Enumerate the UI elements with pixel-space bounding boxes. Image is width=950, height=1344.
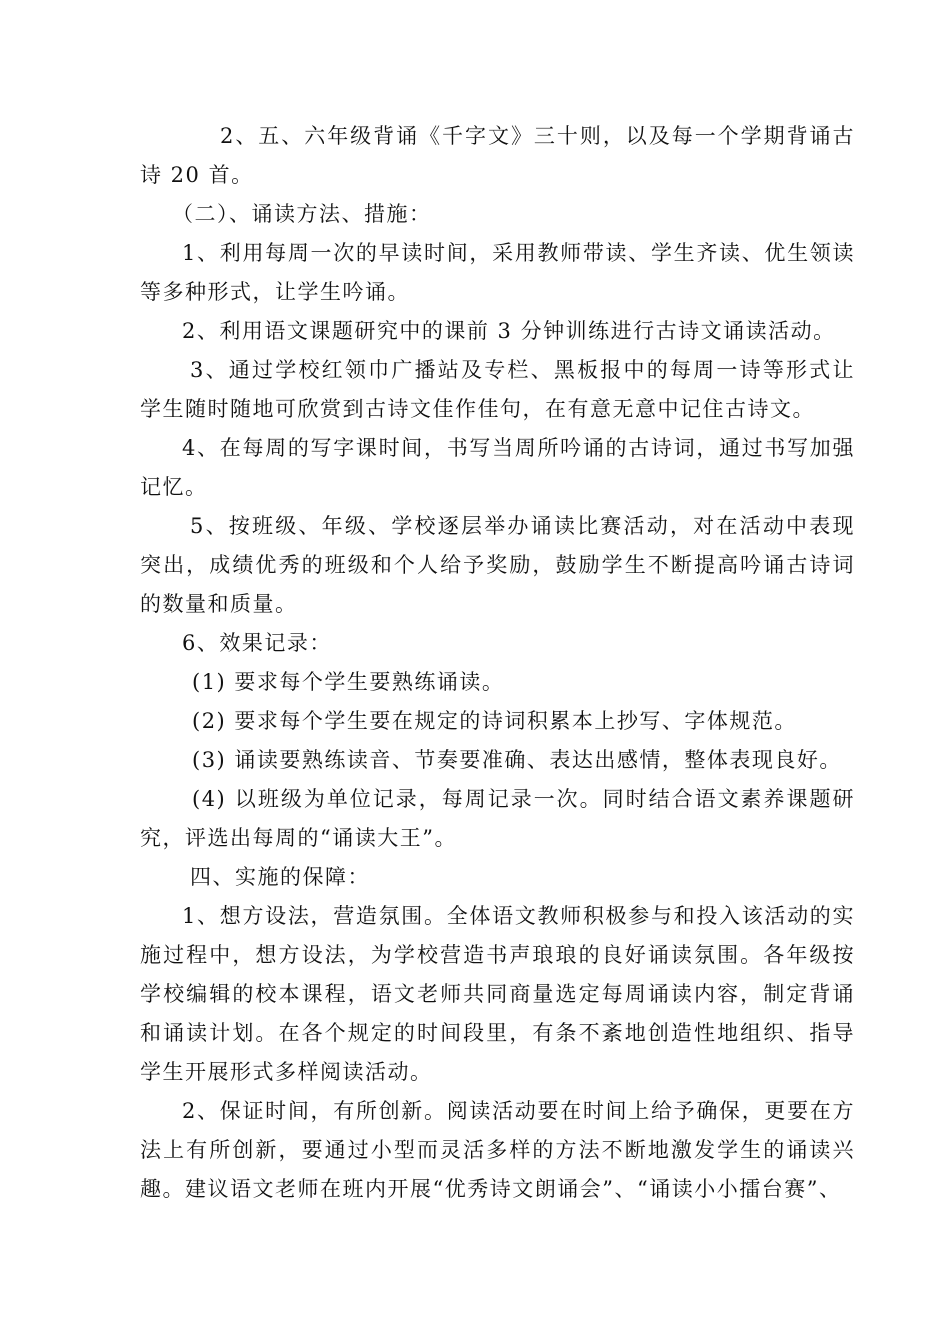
paragraph-method-4: 4、在每周的写字课时间，书写当周所吟诵的古诗词，通过书写加强记忆。 <box>140 436 855 499</box>
list-item-record-4: (4) 以班级为单位记录，每周记录一次。同时结合语文素养课题研究，评选出每周的“诵读大王”。 <box>140 787 855 850</box>
paragraph-method-3: 3、通过学校红领巾广播站及专栏、黑板报中的每周一诗等形式让学生随时随地可欣赏到古诗文佳作佳句，在有意无意中记住古诗文。 <box>140 358 855 421</box>
paragraph-method-1: 1、利用每周一次的早读时间，采用教师带读、学生齐读、优生领读等多种形式，让学生吟诵。 <box>140 241 855 304</box>
list-item-record-1: (1) 要求每个学生要熟练诵读。 <box>192 670 505 694</box>
paragraph-guarantee-1: 1、想方设法，营造氛围。全体语文教师积极参与和投入该活动的实施过程中，想方设法，为学校营造书声琅琅的良好诵读氛围。各年级按学校编辑的校本课程，语文老师共同商量选定每周诵读内容，制定背诵和诵读计划。在各个规定的时间段里，有条不紊地创造性地组织、指导学生开展形式多样阅读活动。 <box>140 904 855 1084</box>
heading-implementation-guarantee: 四、实施的保障： <box>190 865 370 889</box>
paragraph-guarantee-2: 2、保证时间，有所创新。阅读活动要在时间上给予确保，更要在方法上有所创新，要通过小型而灵活多样的方法不断地激发学生的诵读兴趣。建议语文老师在班内开展“优秀诗文朗诵会”、“诵读小小擂台赛”、 <box>140 1099 855 1201</box>
paragraph-method-2: 2、利用语文课题研究中的课前 3 分钟训练进行古诗文诵读活动。 <box>182 319 836 343</box>
list-item-record-2: (2) 要求每个学生要在规定的诗词积累本上抄写、字体规范。 <box>192 709 797 733</box>
heading-effect-record: 6、效果记录： <box>182 631 332 655</box>
heading-methods-measures: （二）、诵读方法、措施： <box>172 202 432 226</box>
paragraph-method-5: 5、按班级、年级、学校逐层举办诵读比赛活动，对在活动中表现突出，成绩优秀的班级和个人给予奖励，鼓励学生不断提高吟诵古诗词的数量和质量。 <box>140 514 855 616</box>
paragraph-recitation-grade5-6: 2、五、六年级背诵《千字文》三十则，以及每一个学期背诵古诗 20 首。 <box>140 124 855 187</box>
document-body <box>140 117 855 1209</box>
list-item-record-3: (3) 诵读要熟练读音、节奏要准确、表达出感情，整体表现良好。 <box>192 748 842 772</box>
